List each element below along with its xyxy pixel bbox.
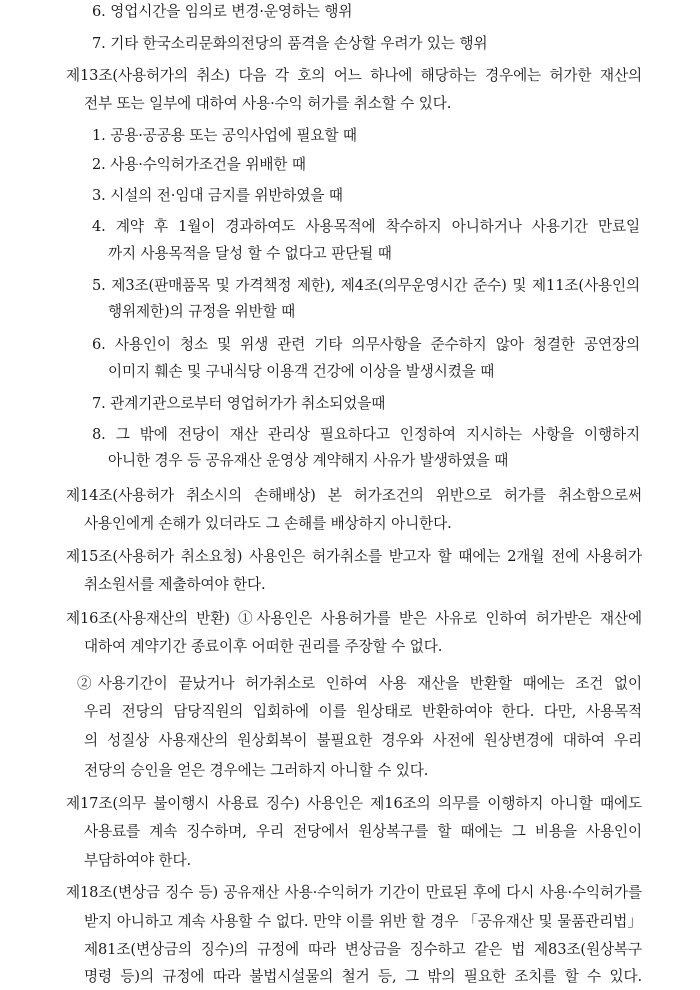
article-13-item-8: 8. 그 밖에 전당이 재산 관리상 필요하다고 인정하여 지시하는 사항을 이행하지 [92, 426, 640, 443]
item-7-line: 7. 기타 한국소리문화의전당의 품격을 손상할 우려가 있는 행위 [92, 35, 488, 52]
article-16-para-2-line-2: 우리 전당의 담당직원의 입회하에 이를 원상태로 반환하여야 한다. 다만, 사용목적 [84, 703, 642, 720]
article-16-para-2: ②사용기간이 끝났거나 허가취소로 인하여 사용 재산을 반환할 때에는 조건 없이 [77, 675, 642, 692]
article-13-item-5: 5. 제3조(판매품목 및 가격책정 제한), 제4조(의무운영시간 준수) 및 제11조(사용인의 [92, 277, 640, 294]
article-13-item-6: 6. 사용인이 청소 및 위생 관련 기타 의무사항을 준수하지 않아 청결한 공연장의 [92, 336, 640, 353]
article-13-heading: 제13조(사용허가의 취소) 다음 각 호의 어느 하나에 해당하는 경우에는 허가한 재산의 [66, 67, 642, 84]
article-17-text: 사용료를 계속 징수하며, 우리 전당에서 원상복구를 할 때에는 그 비용을 사용인이 [84, 823, 642, 840]
article-13-text: 전부 또는 일부에 대하여 사용·수익 허가를 취소할 수 있다. [84, 95, 452, 112]
article-16-para-1-cont: 대하여 계약기간 종료이후 어떠한 권리를 주장할 수 없다. [84, 638, 443, 655]
article-13-item-5-cont: 행위제한)의 규정을 위반할 때 [108, 303, 296, 320]
article-16-para-2-line-3: 의 성질상 사용재산의 원상회복이 불필요한 경우와 사전에 원상변경에 대하여 우리 [84, 732, 642, 749]
article-13-item-2: 2. 사용·수익허가조건을 위배한 때 [92, 156, 306, 173]
article-13-item-6-cont: 이미지 훼손 및 구내식당 이용객 건강에 이상을 발생시켰을 때 [108, 363, 495, 380]
article-13-item-7: 7. 관계기관으로부터 영업허가가 취소되었을때 [92, 395, 386, 412]
article-13-item-4: 4. 계약 후 1월이 경과하여도 사용목적에 착수하지 아니하거나 사용기간 만료일 [92, 218, 640, 235]
article-13-item-3: 3. 시설의 전·임대 금지를 위반하였을 때 [92, 187, 343, 204]
article-16-para-2-line-4: 전당의 승인을 얻은 경우에는 그러하지 아니할 수 있다. [84, 762, 429, 779]
article-18-heading: 제18조(변상금 징수 등) 공유재산 사용·수익허가 기간이 만료된 후에 다시 사용·수익허가를 [66, 884, 642, 901]
article-15-text: 취소원서를 제출하여야 한다. [84, 576, 266, 593]
article-18-text-line-3: 명령 등)의 규정에 따라 불법시설물의 철거 등, 그 밖의 필요한 조치를 할 수 있다. [84, 968, 642, 985]
article-16-heading: 제16조(사용재산의 반환) ①사용인은 사용허가를 받은 사유로 인하여 허가받은 재산에 [66, 610, 642, 627]
article-15-heading: 제15조(사용허가 취소요청) 사용인은 허가취소를 받고자 할 때에는 2개월 전에 사용허가 [66, 548, 642, 565]
article-17-heading: 제17조(의무 불이행시 사용료 징수) 사용인은 제16조의 의무를 이행하지 아니할 때에도 [66, 795, 642, 812]
article-17-text-cont: 부담하여야 한다. [84, 852, 192, 869]
article-18-text: 받지 아니하고 계속 사용할 수 없다. 만약 이를 위반 할 경우 「공유재산 및 물품관리법」 [84, 913, 642, 930]
article-13-item-8-cont: 아니한 경우 등 공유재산 운영상 계약해지 사유가 발생하였을 때 [108, 452, 509, 469]
item-6-line: 6. 영업시간을 임의로 변경·운영하는 행위 [92, 3, 353, 20]
article-14-heading: 제14조(사용허가 취소시의 손해배상) 본 허가조건의 위반으로 허가를 취소함으로써 [66, 487, 642, 504]
article-13-item-1: 1. 공용·공공용 또는 공익사업에 필요할 때 [92, 127, 357, 144]
article-18-text-line-2: 제81조(변상금의 징수)의 규정에 따라 변상금을 징수하고 같은 법 제83조(원상복구 [84, 941, 642, 958]
article-13-item-4-cont: 까지 사용목적을 달성 할 수 없다고 판단될 때 [108, 245, 392, 262]
article-14-text: 사용인에게 손해가 있더라도 그 손해를 배상하지 아니한다. [84, 515, 452, 532]
